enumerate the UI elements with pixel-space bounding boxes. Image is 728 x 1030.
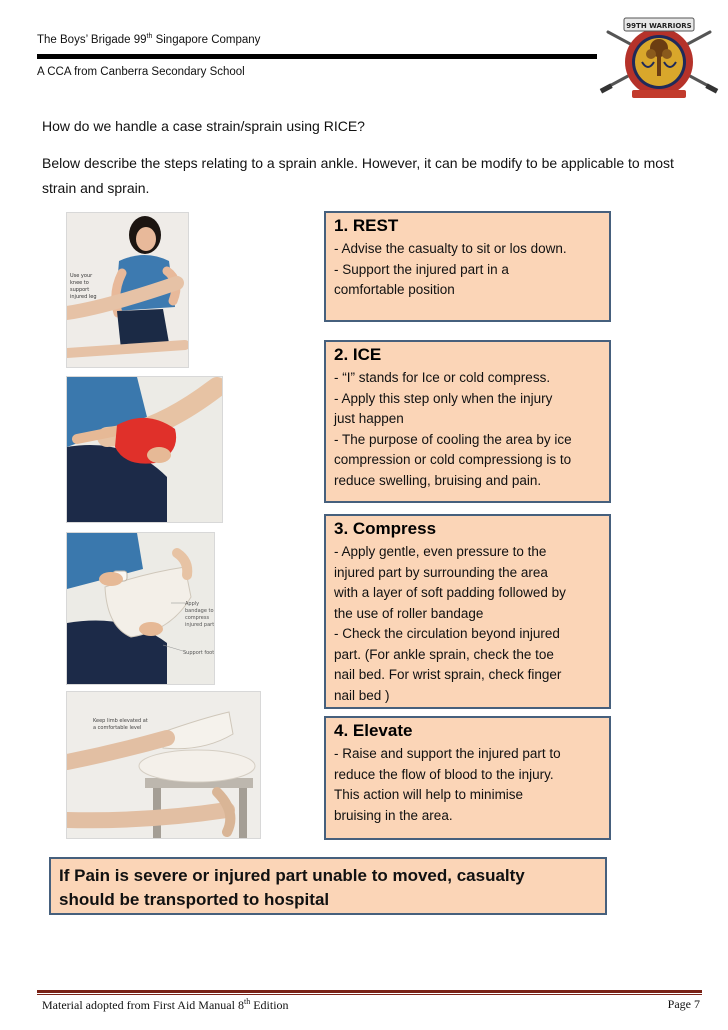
step-elevate-line: bruising in the area. bbox=[334, 807, 453, 823]
footer-source-prefix: Material adopted from First Aid Manual 8 bbox=[42, 998, 244, 1012]
company-name-prefix: The Boys’ Brigade 99 bbox=[37, 33, 147, 46]
step-rest-line: comfortable position bbox=[334, 282, 455, 297]
step-ice-title: 2. ICE bbox=[334, 345, 382, 364]
compress-photo-caption-3: compress bbox=[185, 615, 210, 621]
step-elevate-line: - Raise and support the injured part to bbox=[334, 746, 561, 761]
step-rest-title: 1. REST bbox=[334, 216, 399, 235]
compress-photo bbox=[66, 532, 215, 685]
step-compress-line: part. (For ankle sprain, check the toe bbox=[334, 646, 554, 662]
compress-photo-caption-2: bandage to bbox=[185, 608, 214, 614]
step-rest bbox=[324, 211, 611, 322]
step-compress-line: the use of roller bandage bbox=[334, 605, 484, 621]
compress-photo-caption-4: injured part bbox=[185, 622, 214, 628]
elevate-photo bbox=[66, 691, 261, 839]
step-elevate-title: 4. Elevate bbox=[334, 721, 413, 740]
rest-photo-caption-4: injured leg bbox=[70, 294, 97, 300]
rice-question: How do we handle a case strain/sprain using RICE? bbox=[42, 118, 365, 134]
school-name: A CCA from Canberra Secondary School bbox=[37, 66, 245, 78]
step-ice-line: just happen bbox=[334, 411, 404, 426]
compress-photo-caption-5: Support foot bbox=[183, 650, 214, 656]
warning-line-1: If Pain is severe or injured part unable to moved, casualty bbox=[59, 866, 525, 885]
rest-photo-caption-1: Use your bbox=[70, 273, 93, 279]
step-compress-line: injured part by surrounding the area bbox=[334, 564, 548, 580]
step-compress-line: with a layer of soft padding followed by bbox=[334, 585, 566, 600]
footer-rule bbox=[37, 990, 702, 993]
ice-photo bbox=[66, 376, 223, 523]
intro-description: Below describe the steps relating to a sprain ankle. However, it can be modify to be applicable to most strain and sprain. bbox=[42, 155, 674, 196]
company-name-suffix: Singapore Company bbox=[152, 33, 261, 46]
elevate-photo-caption-1: Keep limb elevated at bbox=[93, 718, 148, 724]
step-elevate-line: reduce the flow of blood to the injury. bbox=[334, 766, 554, 782]
header-rule bbox=[37, 54, 597, 59]
step-rest-line: - Advise the casualty to sit or los down. bbox=[334, 241, 567, 256]
step-compress-line: nail bed ) bbox=[334, 687, 390, 703]
footer-rule-thin bbox=[37, 994, 702, 995]
step-elevate bbox=[324, 716, 611, 840]
step-elevate-line: This action will help to minimise bbox=[334, 787, 524, 802]
warning-line-2: should be transported to hospital bbox=[59, 890, 330, 909]
footer-source-suffix: Edition bbox=[250, 998, 289, 1012]
step-compress-line: - Check the circulation beyond injured bbox=[334, 626, 560, 641]
step-ice bbox=[324, 340, 611, 503]
step-compress-line: nail bed. For wrist sprain, check finger bbox=[334, 667, 562, 682]
compress-photo-caption-1: Apply bbox=[185, 601, 200, 607]
elevate-photo-caption-2: a comfortable level bbox=[93, 725, 142, 731]
rest-photo-caption-2: knee to bbox=[70, 280, 89, 286]
company-name bbox=[37, 33, 260, 46]
step-compress-title: 3. Compress bbox=[334, 519, 437, 538]
step-rest-line: - Support the injured part in a bbox=[334, 261, 509, 277]
step-compress-line: - Apply gentle, even pressure to the bbox=[334, 544, 547, 559]
svg-text:Keep limb elevated at a bbox=[93, 718, 149, 731]
footer-source-superscript: th bbox=[243, 997, 251, 1006]
page-number: Page 7 bbox=[667, 997, 700, 1011]
step-ice-line: reduce swelling, bruising and pain. bbox=[334, 472, 542, 488]
step-compress bbox=[324, 514, 611, 709]
footer-source bbox=[42, 997, 289, 1013]
company-crest-logo bbox=[598, 10, 720, 108]
company-name-superscript: th bbox=[146, 33, 153, 40]
rest-photo-caption-3: support bbox=[70, 287, 90, 293]
step-ice-line: compression or cold compressiong is to bbox=[334, 452, 572, 467]
hospital-warning-box bbox=[49, 857, 607, 915]
step-ice-line: - The purpose of cooling the area by ice bbox=[334, 431, 572, 447]
step-ice-line: - “I” stands for Ice or cold compress. bbox=[334, 370, 551, 385]
logo-banner-text: 99TH WARRIORS bbox=[626, 22, 692, 30]
step-ice-line: - Apply this step only when the injury bbox=[334, 390, 553, 406]
rest-photo bbox=[66, 212, 189, 368]
